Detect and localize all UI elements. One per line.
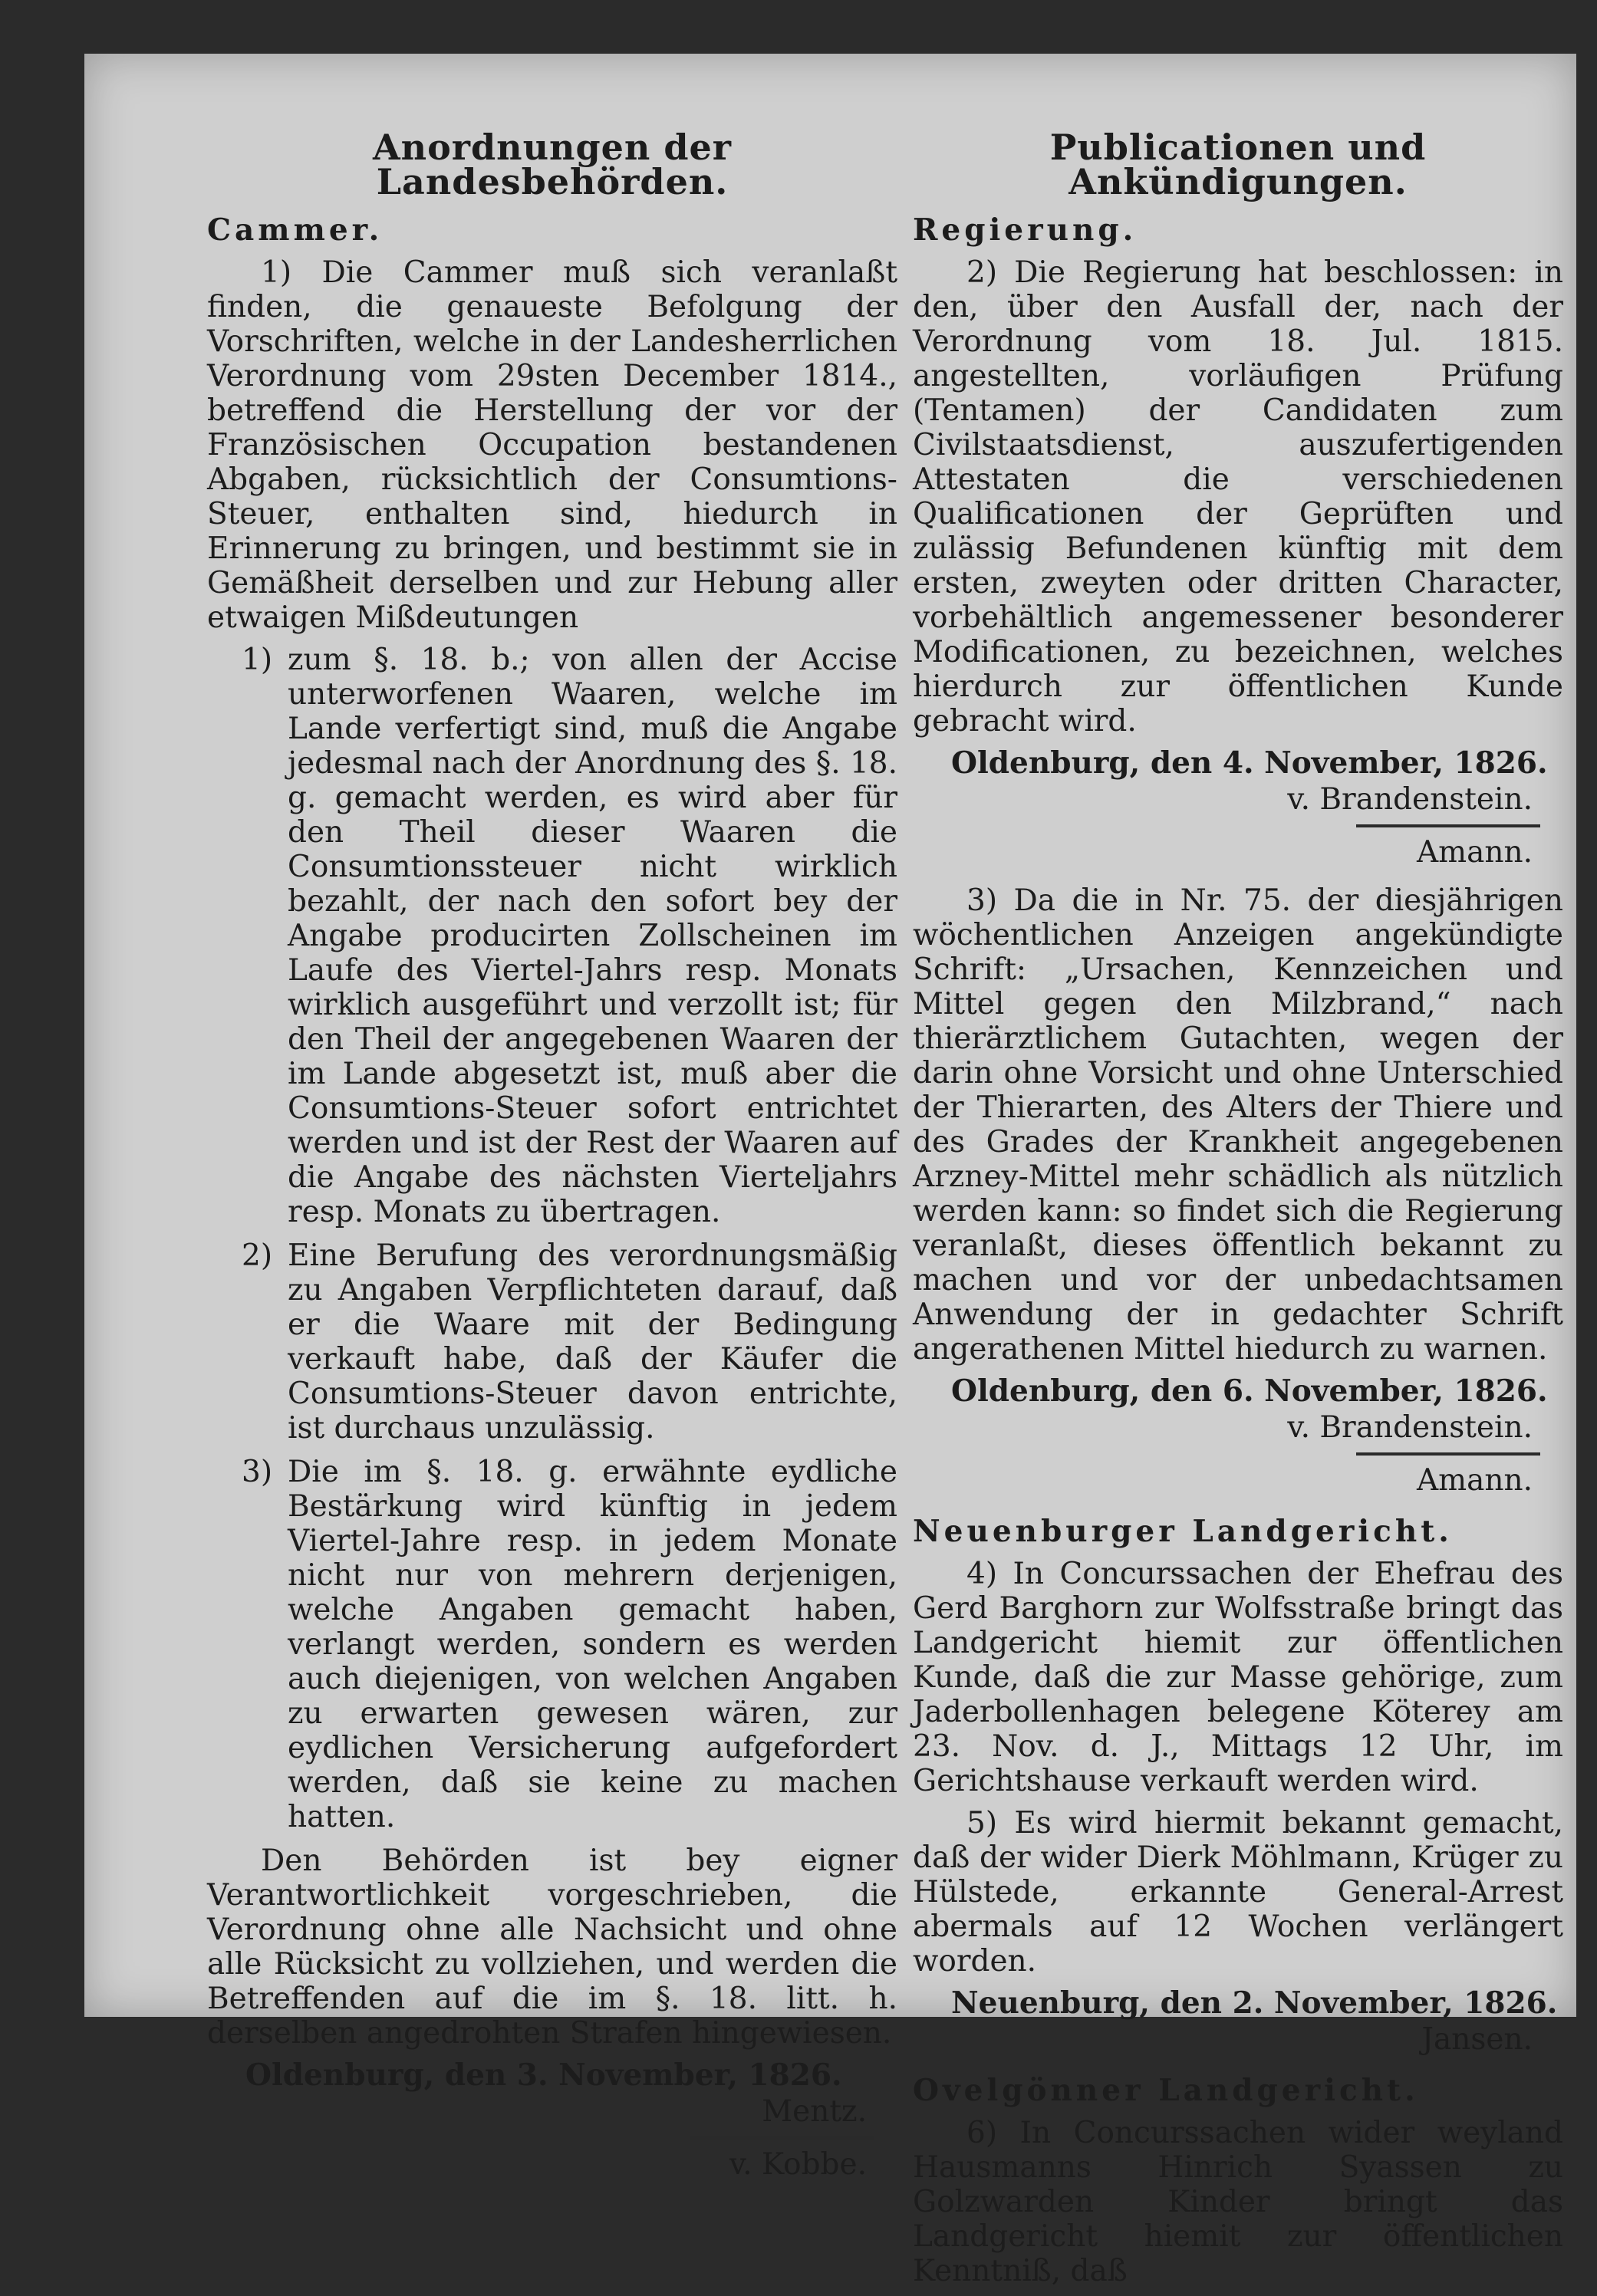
notice-6: 6) In Concurssachen wider weyland Hausmanns Hinrich Syassen zu Golzwarden Kinder bringt das Landgericht hiemit zur öffentlichen Kenntniß, daß bbox=[913, 2116, 1563, 2288]
notice-2: 2) Die Regierung hat beschlossen: in den, über den Ausfall der, nach der Verordnung vom 18. Jul. 1815. angestellten, vorläufigen Prüfung (Tentamen) der Candidaten zum Civilstaatsdienst, auszufertigenden Attestaten die verschiedenen Qualificationen der Geprüften und zulässig Befundenen künftig mit dem ersten, zweyten oder dritten Character, vorbehältlich angemessener besonderer Modificationen, zu bezeichnen, welches hierdurch zur öffentlichen Kunde gebracht wird. bbox=[913, 255, 1563, 738]
item-number: 1) bbox=[242, 643, 273, 677]
list-item bbox=[242, 1238, 897, 1446]
signature-rule bbox=[1356, 1452, 1540, 1456]
place-date: Oldenburg, den 4. November, 1826. bbox=[951, 745, 1548, 781]
cammer-closing: Den Behörden ist bey eigner Verantwortlichkeit vorgeschrieben, die Verordnung ohne alle Nachsicht und ohne alle Rücksicht zu vollziehen, und werden die Betreffenden auf die im §. 18. litt. h. derselben angedrohten Strafen hingewiesen. bbox=[207, 1844, 897, 2051]
list-item bbox=[242, 643, 897, 1229]
item-text: zum §. 18. b.; von allen der Accise unterworfenen Waaren, welche im Lande verfertigt sind, muß die Angabe jedesmal nach der Anordnung des §. 18. g. gemacht werden, es wird aber für den Theil dieser Waaren die Consumtionssteuer nicht wirklich bezahlt, der nach den sofort bey der Angabe producirten Zollscheinen im Laufe des Viertel-Jahrs resp. Monats wirklich ausgeführt und verzollt ist; für den Theil der angegebenen Waaren der im Lande abgesetzt ist, muß aber die Consumtions-Steuer sofort entrichtet werden und ist der Rest der Waaren auf die Angabe des nächsten Vierteljahrs resp. Monats zu übertragen. bbox=[288, 643, 898, 1229]
notice-5: 5) Es wird hiermit bekannt gemacht, daß der wider Dierk Möhlmann, Krüger zu Hülstede, erkannte General-Arrest abermals auf 12 Wochen verlängert worden. bbox=[913, 1806, 1563, 1979]
signature-amann: Amann. bbox=[1416, 1463, 1533, 1498]
signature-jansen: Jansen. bbox=[1421, 2022, 1533, 2057]
left-column bbox=[207, 127, 898, 2183]
right-column-header: Publicationen und Ankündigungen. bbox=[1049, 127, 1427, 202]
section-regierung: Regierung. bbox=[913, 212, 1138, 248]
list-item bbox=[242, 1455, 897, 1834]
left-column-header: Anordnungen der Landesbehörden. bbox=[372, 127, 733, 202]
signature-amann: Amann. bbox=[1416, 835, 1533, 870]
signature-kobbe: v. Kobbe. bbox=[729, 2147, 867, 2182]
cammer-items bbox=[207, 643, 897, 1834]
place-date: Oldenburg, den 3. November, 1826. bbox=[245, 2058, 842, 2093]
notice-3: 3) Da die in Nr. 75. der diesjährigen wöchentlichen Anzeigen angekündigte Schrift: „Ursachen, Kennzeichen und Mittel gegen den Milzbrand,“ nach thierärztlichem Gutachten, wegen der darin ohne Vorsicht und ohne Unterschied der Thierarten, des Alters der Thiere und des Grades der Krankheit angegebenen Arzney-Mittel mehr schädlich als nützlich werden kann: so findet sich die Regierung veranlaßt, dieses öffentlich bekannt zu machen und vor der unbedachtsamen Anwendung der in gedachter Schrift angerathenen Mittel hiedurch zu warnen. bbox=[913, 883, 1563, 1367]
signature-rule bbox=[1356, 824, 1540, 827]
signature-mentz: Mentz. bbox=[762, 2094, 867, 2129]
section-ovelgoenner-landgericht: Ovelgönner Landgericht. bbox=[913, 2073, 1419, 2108]
notice-4: 4) In Concurssachen der Ehefrau des Gerd Barghorn zur Wolfsstraße bringt das Landgericht hiemit zur öffentlichen Kunde, daß die zur Masse gehörige, zum Jaderbollenhagen belegene Köterey am 23. Nov. d. J., Mittags 12 Uhr, im Gerichtshause verkauft werden wird. bbox=[913, 1557, 1563, 1798]
section-cammer: Cammer. bbox=[207, 212, 384, 248]
document-page bbox=[84, 54, 1576, 2288]
signature-brandenstein: v. Brandenstein. bbox=[1287, 782, 1533, 817]
item-number: 2) bbox=[242, 1238, 273, 1273]
item-text: Die im §. 18. g. erwähnte eydliche Bestärkung wird künftig in jedem Viertel-Jahre resp. in jedem Monate nicht nur von mehrern derjenigen, welche Angaben gemacht haben, verlangt werden, sondern es werden auch diejenigen, von welchen Angaben zu erwarten gewesen wären, zur eydlichen Versicherung aufgefordert werden, daß sie keine zu machen hatten. bbox=[288, 1455, 897, 1834]
signature-brandenstein: v. Brandenstein. bbox=[1287, 1410, 1533, 1445]
section-neuenburger-landgericht: Neuenburger Landgericht. bbox=[913, 1514, 1453, 1549]
item-number: 3) bbox=[242, 1455, 273, 1489]
place-date: Neuenburg, den 2. November, 1826. bbox=[951, 1985, 1558, 2021]
cammer-intro: 1) Die Cammer muß sich veranlaßt finden, die genaueste Befolgung der Vorschriften, welche in der Landesherrlichen Verordnung vom 29sten December 1814., betreffend die Herstellung der vor der Französischen Occupation bestandenen Abgaben, rücksichtlich der Consumtions-Steuer, enthalten sind, hiedurch in Erinnerung zu bringen, und bestimmt sie in Gemäßheit derselben und zur Hebung aller etwaigen Mißdeutungen bbox=[207, 255, 897, 635]
signature-rule bbox=[690, 2136, 874, 2140]
right-column bbox=[913, 127, 1563, 2296]
item-text: Eine Berufung des verordnungsmäßig zu Angaben Verpflichteten darauf, daß er die Waare mit der Bedingung verkauft habe, daß der Käufer die Consumtions-Steuer davon entrichte, ist durchaus unzulässig. bbox=[288, 1238, 897, 1446]
place-date: Oldenburg, den 6. November, 1826. bbox=[951, 1373, 1548, 1409]
